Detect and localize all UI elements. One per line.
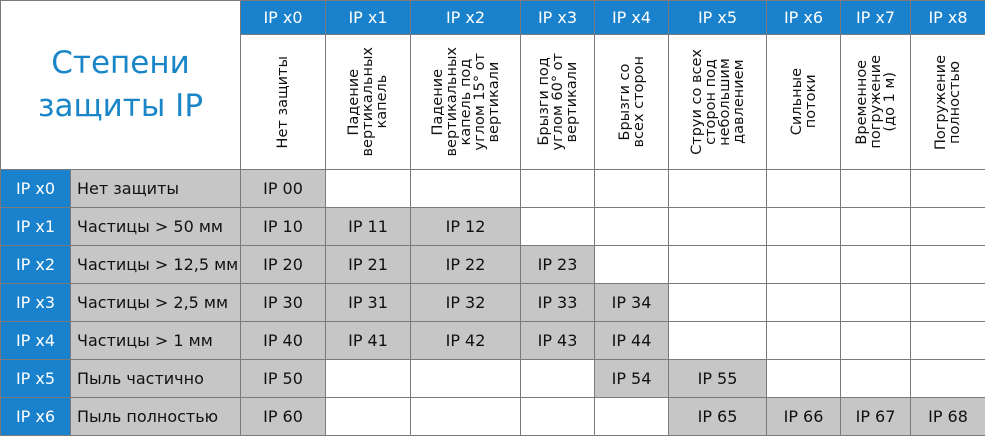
column-desc-text: Сильные потоки — [790, 68, 818, 135]
table-row — [1, 322, 985, 360]
ip-rating-cell: IP 40 — [241, 322, 326, 360]
empty-cell — [841, 170, 911, 208]
table-row — [1, 398, 985, 436]
ip-rating-cell: IP 32 — [411, 284, 521, 322]
empty-cell — [841, 322, 911, 360]
column-code-0: IP x0 — [241, 1, 326, 35]
empty-cell — [595, 208, 669, 246]
empty-cell — [669, 208, 767, 246]
ip-rating-cell: IP 31 — [326, 284, 411, 322]
ip-rating-cell: IP 34 — [595, 284, 669, 322]
table-title — [1, 1, 241, 170]
table-row — [1, 170, 985, 208]
column-desc-text: Погружение полностью — [934, 55, 962, 150]
empty-cell — [411, 170, 521, 208]
empty-cell — [411, 398, 521, 436]
row-code: IP x0 — [1, 170, 71, 208]
column-desc-8 — [911, 35, 985, 170]
column-desc-text: Нет защиты — [276, 56, 290, 148]
ip-rating-cell: IP 22 — [411, 246, 521, 284]
ip-rating-cell: IP 10 — [241, 208, 326, 246]
empty-cell — [521, 208, 595, 246]
row-desc: Пыль частично — [71, 360, 241, 398]
table-body — [1, 170, 985, 436]
ip-rating-cell: IP 11 — [326, 208, 411, 246]
ip-rating-cell: IP 68 — [911, 398, 985, 436]
empty-cell — [411, 360, 521, 398]
row-desc: Частицы > 50 мм — [71, 208, 241, 246]
table-row — [1, 246, 985, 284]
row-code: IP x5 — [1, 360, 71, 398]
column-code-4: IP x4 — [595, 1, 669, 35]
empty-cell — [767, 360, 841, 398]
column-desc-text: Временное погружение (до 1 м) — [855, 55, 897, 149]
column-desc-text: Брызги под углом 60° от вертикали — [537, 53, 579, 151]
empty-cell — [521, 360, 595, 398]
ip-rating-cell: IP 00 — [241, 170, 326, 208]
empty-cell — [595, 246, 669, 284]
row-desc: Частицы > 1 мм — [71, 322, 241, 360]
empty-cell — [595, 170, 669, 208]
ip-rating-cell: IP 30 — [241, 284, 326, 322]
ip-rating-cell: IP 54 — [595, 360, 669, 398]
column-desc-text: Струи со всех сторон под небольшим давлением — [690, 49, 746, 155]
row-code: IP x1 — [1, 208, 71, 246]
column-code-2: IP x2 — [411, 1, 521, 35]
empty-cell — [911, 360, 985, 398]
row-desc: Частицы > 2,5 мм — [71, 284, 241, 322]
ip-rating-cell: IP 20 — [241, 246, 326, 284]
column-desc-text: Падение вертикальных капель — [347, 47, 389, 157]
ip-rating-cell: IP 50 — [241, 360, 326, 398]
table-row — [1, 284, 985, 322]
empty-cell — [767, 284, 841, 322]
empty-cell — [521, 170, 595, 208]
column-desc-3 — [521, 35, 595, 170]
row-code: IP x4 — [1, 322, 71, 360]
ip-rating-cell: IP 12 — [411, 208, 521, 246]
row-desc: Частицы > 12,5 мм — [71, 246, 241, 284]
column-code-8: IP x8 — [911, 1, 985, 35]
empty-cell — [767, 170, 841, 208]
empty-cell — [669, 246, 767, 284]
column-desc-5 — [669, 35, 767, 170]
column-code-6: IP x6 — [767, 1, 841, 35]
row-desc: Пыль полностью — [71, 398, 241, 436]
ip-rating-cell: IP 33 — [521, 284, 595, 322]
empty-cell — [841, 284, 911, 322]
column-desc-2 — [411, 35, 521, 170]
empty-cell — [911, 170, 985, 208]
table-row — [1, 360, 985, 398]
ip-rating-cell: IP 43 — [521, 322, 595, 360]
column-code-1: IP x1 — [326, 1, 411, 35]
ip-rating-cell: IP 41 — [326, 322, 411, 360]
column-desc-text: Брызги со всех сторон — [618, 56, 646, 147]
empty-cell — [911, 208, 985, 246]
column-code-row — [1, 1, 985, 35]
empty-cell — [326, 170, 411, 208]
empty-cell — [911, 284, 985, 322]
column-desc-4 — [595, 35, 669, 170]
column-desc-1 — [326, 35, 411, 170]
ip-rating-cell: IP 60 — [241, 398, 326, 436]
empty-cell — [767, 322, 841, 360]
empty-cell — [911, 246, 985, 284]
table-row — [1, 208, 985, 246]
column-code-3: IP x3 — [521, 1, 595, 35]
ip-rating-cell: IP 65 — [669, 398, 767, 436]
empty-cell — [326, 398, 411, 436]
ip-rating-cell: IP 23 — [521, 246, 595, 284]
column-desc-text: Падение вертикальных капель под углом 15° от вертикали — [431, 47, 501, 157]
ip-rating-cell: IP 66 — [767, 398, 841, 436]
empty-cell — [669, 170, 767, 208]
empty-cell — [669, 284, 767, 322]
empty-cell — [669, 322, 767, 360]
empty-cell — [326, 360, 411, 398]
empty-cell — [521, 398, 595, 436]
ip-rating-cell: IP 42 — [411, 322, 521, 360]
empty-cell — [841, 208, 911, 246]
empty-cell — [767, 246, 841, 284]
column-desc-7 — [841, 35, 911, 170]
row-code: IP x6 — [1, 398, 71, 436]
row-code: IP x2 — [1, 246, 71, 284]
ip-rating-cell: IP 21 — [326, 246, 411, 284]
empty-cell — [841, 246, 911, 284]
column-desc-6 — [767, 35, 841, 170]
column-desc-0 — [241, 35, 326, 170]
empty-cell — [595, 398, 669, 436]
ip-rating-cell: IP 67 — [841, 398, 911, 436]
column-code-5: IP x5 — [669, 1, 767, 35]
table-title-text: Степени защиты IP — [38, 42, 203, 128]
empty-cell — [841, 360, 911, 398]
ip-rating-cell: IP 55 — [669, 360, 767, 398]
empty-cell — [767, 208, 841, 246]
row-code: IP x3 — [1, 284, 71, 322]
column-code-7: IP x7 — [841, 1, 911, 35]
ip-rating-cell: IP 44 — [595, 322, 669, 360]
empty-cell — [911, 322, 985, 360]
row-desc: Нет защиты — [71, 170, 241, 208]
